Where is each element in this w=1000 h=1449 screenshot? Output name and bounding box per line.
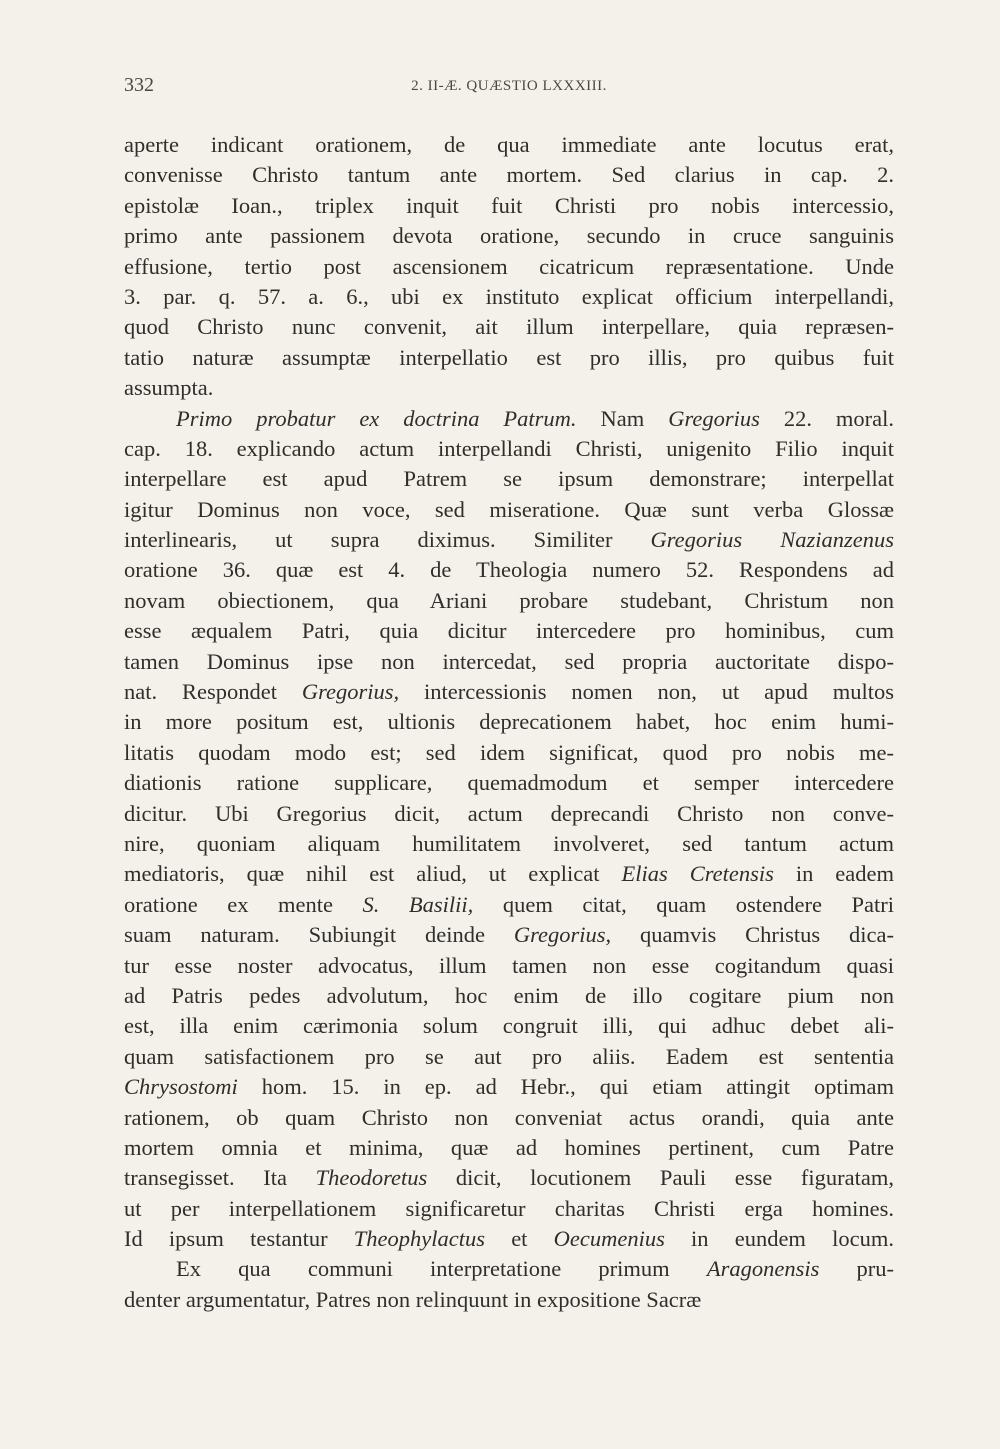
text-segment: quem citat, quam ostendere Patri [473, 891, 894, 917]
text-segment: rationem, ob quam Christo non conveniat actus orandi, quia ante [124, 1104, 894, 1130]
text-segment: mediatoris, quæ nihil est aliud, ut explicat [124, 861, 622, 887]
text-segment: hom. 15. in ep. ad Hebr., qui etiam attingit optimam [237, 1074, 894, 1100]
italic-text-segment: Gregorius Nazianzenus [650, 527, 894, 553]
text-segment: cap. 18. explicando actum interpellandi Christi, unigenito Filio inquit [124, 435, 894, 461]
body-text [124, 130, 894, 1315]
text-segment: pru- [819, 1256, 894, 1282]
text-line [124, 343, 894, 373]
text-segment: mortem omnia et minima, quæ ad homines pertinent, cum Patre [124, 1134, 894, 1160]
italic-text-segment: S. Basilii, [362, 891, 474, 917]
text-segment: ad Patris pedes advolutum, hoc enim de illo cogitare pium non [124, 982, 894, 1008]
text-segment: quod Christo nunc convenit, ait illum interpellare, quia repræsen- [124, 314, 894, 340]
text-segment: 3. par. q. 57. a. 6., ubi ex instituto explicat officium interpellandi, [124, 283, 894, 309]
text-line [124, 464, 894, 494]
text-segment: in eadem [773, 861, 895, 887]
text-segment: denter argumentatur, Patres non relinquunt in expositione Sacræ [124, 1286, 702, 1312]
italic-text-segment: Primo probatur ex doctrina Patrum. [176, 405, 577, 431]
text-segment: interlinearis, ut supra diximus. Similiter [124, 527, 651, 553]
text-segment: quamvis Christus dica- [611, 922, 894, 948]
text-segment: transegisset. Ita [124, 1165, 316, 1191]
text-line [124, 1163, 894, 1193]
text-line [124, 616, 894, 646]
text-segment: oratione 36. quæ est 4. de Theologia numero 52. Respondens ad [124, 557, 894, 583]
text-line [124, 252, 894, 282]
text-segment: 22. moral. [759, 405, 894, 431]
text-line [124, 404, 894, 434]
text-line [124, 1072, 894, 1102]
text-line [124, 1194, 894, 1224]
italic-text-segment: Gregorius, [513, 922, 612, 948]
italic-text-segment: Theophylactus [353, 1226, 486, 1252]
text-line [124, 768, 894, 798]
text-segment: igitur Dominus non voce, sed miseratione. Quæ sunt verba Glossæ [124, 496, 894, 522]
text-line [124, 1103, 894, 1133]
text-segment: nire, quoniam aliquam humilitatem involveret, sed tantum actum [124, 830, 894, 856]
text-segment: assumpta. [124, 375, 214, 401]
text-line [124, 951, 894, 981]
text-line [124, 707, 894, 737]
text-segment: litatis quodam modo est; sed idem significat, quod pro nobis me- [124, 739, 894, 765]
text-segment: oratione ex mente [124, 891, 363, 917]
text-segment: Ex qua communi interpretatione primum [176, 1256, 707, 1282]
text-segment: primo ante passionem devota oratione, secundo in cruce sanguinis [124, 223, 894, 249]
italic-text-segment: Aragonensis [706, 1256, 820, 1282]
text-line [124, 495, 894, 525]
text-line [124, 1133, 894, 1163]
text-segment: interpellare est apud Patrem se ipsum demonstrare; interpellat [124, 466, 894, 492]
text-segment: quam satisfactionem pro se aut pro aliis. Eadem est sententia [124, 1043, 894, 1069]
italic-text-segment: Gregorius, [301, 679, 400, 705]
text-line [124, 981, 894, 1011]
text-line [124, 373, 894, 403]
text-segment: Id ipsum testantur [124, 1226, 354, 1252]
text-segment: epistolæ Ioan., triplex inquit fuit Christi pro nobis intercessio, [124, 192, 894, 218]
text-segment: effusione, tertio post ascensionem cicatricum repræsentatione. Unde [124, 253, 894, 279]
page-header [124, 74, 894, 104]
text-line [124, 555, 894, 585]
text-segment: novam obiectionem, qua Ariani probare studebant, Christum non [124, 587, 894, 613]
text-line [124, 890, 894, 920]
italic-text-segment: Oecumenius [553, 1226, 665, 1252]
text-line [124, 1285, 894, 1315]
text-line [124, 677, 894, 707]
text-segment: Nam [576, 405, 669, 431]
text-segment: convenisse Christo tantum ante mortem. Sed clarius in cap. 2. [124, 162, 894, 188]
text-segment: nat. Respondet [124, 679, 302, 705]
text-line [124, 434, 894, 464]
text-segment: dicit, locutionem Pauli esse figuratam, [427, 1165, 894, 1191]
text-line [124, 282, 894, 312]
text-line [124, 525, 894, 555]
text-segment: in more positum est, ultionis deprecationem habet, hoc enim humi- [124, 709, 894, 735]
text-line [124, 799, 894, 829]
text-line [124, 221, 894, 251]
text-segment: in eundem locum. [664, 1226, 894, 1252]
text-line [124, 312, 894, 342]
text-segment: intercessionis nomen non, ut apud multos [399, 679, 894, 705]
text-segment: est, illa enim cærimonia solum congruit illi, qui adhuc debet ali- [124, 1013, 894, 1039]
text-line [124, 586, 894, 616]
italic-text-segment: Chrysostomi [124, 1074, 238, 1100]
text-segment: dicitur. Ubi Gregorius dicit, actum deprecandi Christo non conve- [124, 800, 894, 826]
text-line [124, 738, 894, 768]
text-line [124, 1224, 894, 1254]
text-segment: tamen Dominus ipse non intercedat, sed propria auctoritate dispo- [124, 648, 894, 674]
text-segment: aperte indicant orationem, de qua immediate ante locutus erat, [124, 132, 894, 157]
page-number: 332 [124, 74, 154, 96]
italic-text-segment: Theodoretus [315, 1165, 428, 1191]
text-segment: esse æqualem Patri, quia dicitur intercedere pro hominibus, cum [124, 618, 894, 644]
text-line [124, 920, 894, 950]
text-segment: diationis ratione supplicare, quemadmodum et semper intercedere [124, 770, 894, 796]
text-segment: tatio naturæ assumptæ interpellatio est pro illis, pro quibus fuit [124, 344, 894, 370]
text-line [124, 829, 894, 859]
text-line [124, 859, 894, 889]
italic-text-segment: Gregorius [668, 405, 760, 431]
text-segment: et [485, 1226, 554, 1252]
italic-text-segment: Elias Cretensis [621, 861, 774, 887]
text-line [124, 160, 894, 190]
text-line [124, 1011, 894, 1041]
running-head: 2. II-Æ. QUÆSTIO LXXXIII. [411, 78, 607, 94]
text-line [124, 647, 894, 677]
text-line [124, 1042, 894, 1072]
text-segment: suam naturam. Subiungit deinde [124, 922, 514, 948]
text-line [124, 1254, 894, 1284]
text-segment: tur esse noster advocatus, illum tamen non esse cogitandum quasi [124, 952, 894, 978]
text-segment: ut per interpellationem significaretur charitas Christi erga homines. [124, 1195, 894, 1221]
text-line [124, 191, 894, 221]
text-line [124, 130, 894, 160]
